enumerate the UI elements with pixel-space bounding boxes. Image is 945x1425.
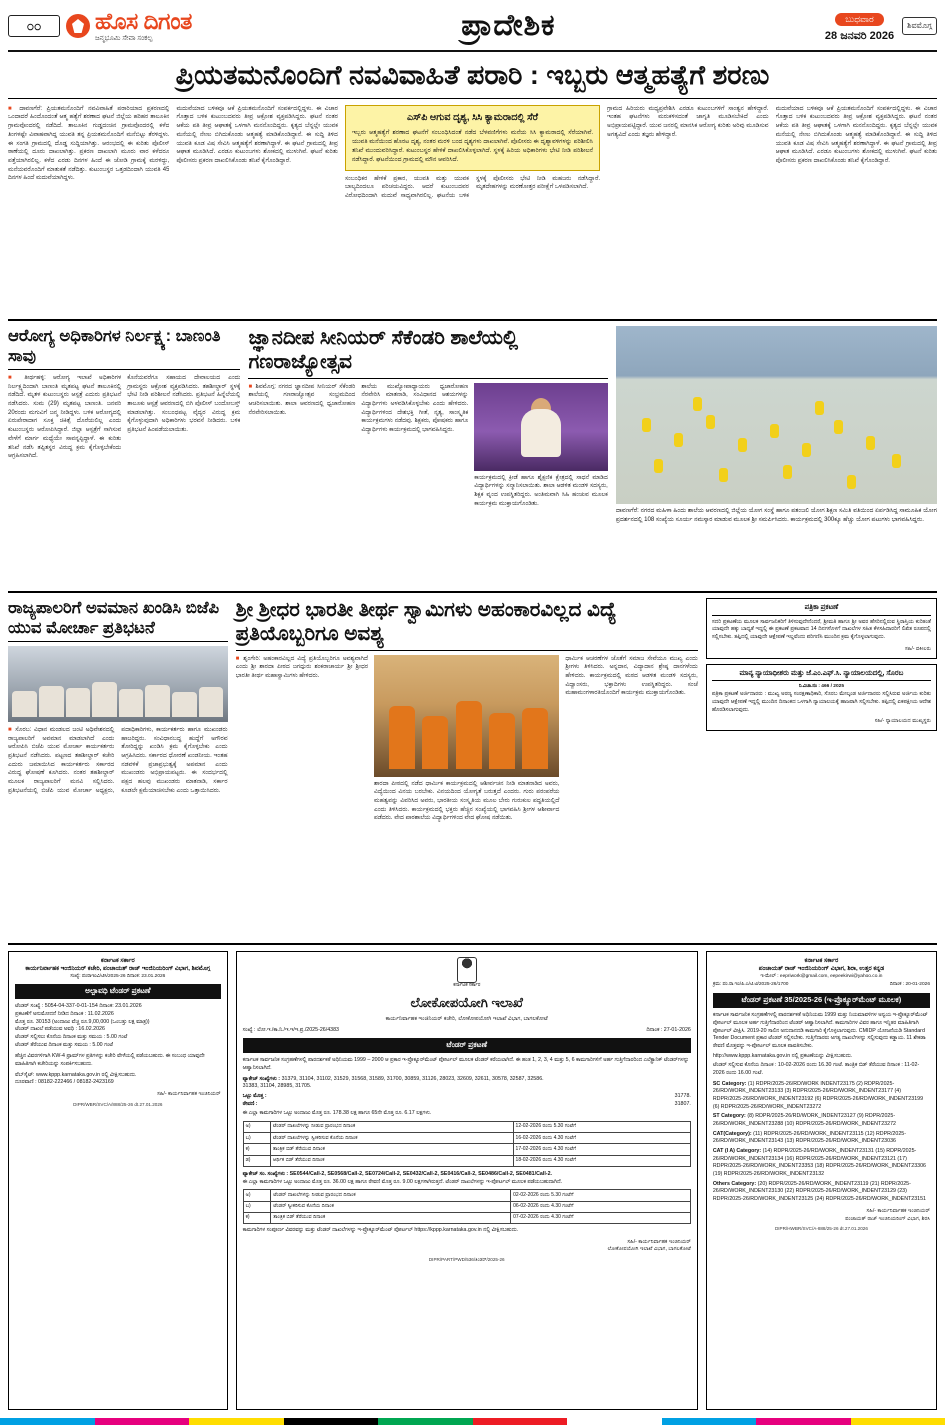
ad-right-dept: ಪಂಚಾಯತ್ ರಾಜ್ ಇಂಜಿನಿಯರಿಂಗ್ ವಿಭಾಗ, ಶಿರಾ, ಉತ್ತರ ಕನ್ನಡ: [758, 966, 885, 973]
ad-right-website[interactable]: http://www.kppp.karnataka.gov.in ನಲ್ಲಿ ಪ್ರಕಟಣೆಯನ್ನು ವೀಕ್ಷಿಸಬಹುದು.: [712, 1052, 853, 1059]
ad-left-line-6: ಟೆಂಡರ್ ತೆರೆಯುವ ದಿನಾಂಕ ಮತ್ತು ಸಮಯ : 5.00 ಗಂಟೆ: [15, 1041, 113, 1048]
edition-label: ಶಿವಮೊಗ್ಗ: [902, 17, 937, 35]
table-row: [243, 1144, 690, 1155]
ad-left-note: ಹೆಚ್ಚಿನ ವಿವರಗಳಿಗಾಗಿ KW-4 ಫ್ರಾಮ್‌ಗಳ ಪ್ರತಿಗಳನ್ನು ಕಚೇರಿ ವೇಳೆಯಲ್ಲಿ ಪಡೆಯಬಹುದು. ಈ ಸಂಬಂಧ ಯಾವುದೇ ಮಾಹಿತಿಗಾಗಿ ಕಚೇರಿಯನ್ನು ಸಂಪರ್ಕಿಸಬಹುದು.: [15, 1053, 205, 1068]
ad-center-emd-label: ಠೇವಣಿ :: [242, 1100, 258, 1107]
table-row: [243, 1133, 690, 1144]
article-school-body-2: ಕಾರ್ಯಕ್ರಮದಲ್ಲಿ ಕ್ರೀಡೆ ಹಾಗೂ ಶೈಕ್ಷಣಿಕ ಕ್ಷೇತ್ರದಲ್ಲಿ ಸಾಧನೆ ಮಾಡಿದ ವಿದ್ಯಾರ್ಥಿಗಳನ್ನು ಸನ್ಮಾನಿಸಲಾಯಿತು. ಶಾಲಾ ಆಡಳಿತ ಮಂಡಳಿ ಸದಸ್ಯರು, ಶಿಕ್ಷಕ ವೃಂದ ಉಪಸ್ಥಿತರಿದ್ದರು. ಅಂತಿಮವಾಗಿ ಸಿಹಿ ಹಂಚುವ ಮೂಲಕ ಕಾರ್ಯಕ್ರಮ ಮುಕ್ತಾಯಗೊಂಡಿತು.: [474, 474, 608, 507]
table-row: [243, 1212, 690, 1223]
ad-center-row2-desc: ಟೆಂಡರ್ ದಾಖಲೆಗಳನ್ನು ಸ್ವೀಕರಿಸುವ ಕೊನೆಯ ದಿನಾಂಕ: [270, 1133, 513, 1144]
ad-prei-sirsi: [706, 951, 937, 1410]
publication-tagline: ಜನ್ಮಭೂಮಿ ಸೇವಾ ಸಂಕಲ್ಪ: [95, 35, 153, 42]
ad-right-ref-left: ಕ್ರಮ: ಪಂ.ರಾ.ಇಂ/ಪಿ.ಎ/ಟಿ.ಟಿ/2025-26/1700: [712, 982, 789, 988]
ad-center-row1-date: 12-02-2026 ರಂದು 5.30 ಗಂಟೆಗೆ: [513, 1121, 690, 1132]
article-swamiji: [236, 598, 698, 945]
ad-left-line-1: ಟೆಂಡರ್ ಸಂಖ್ಯೆ : 5054-04-337-0-01-154 ದಿನಾಂಕ: 23.01.2026: [15, 1003, 142, 1010]
ad-center-row4-date: 18-02-2026 ರಂದು 4.30 ಗಂಟೆಗೆ: [513, 1155, 690, 1166]
ad-center2-row2-desc: ಟೆಂಡರ್ ಸ್ವೀಕರಿಸುವ ಕೊನೆಯ ದಿನಾಂಕ: [271, 1201, 511, 1212]
ad-pwd-bagalkot: [236, 951, 698, 1410]
lead-column-3: ಸಂಬಂಧಿಕರ ಹೇಳಿಕೆ ಪ್ರಕಾರ, ಯುವತಿ ಮತ್ತು ಯುವಕ ಬಾಲ್ಯದಿಂದಲೂ ಪರಿಚಯವಿದ್ದರು. ಆದರೆ ಕುಟುಂಬದವರ ವಿರೋಧದಿಂದಾಗಿ ಮದುವೆ ಸಾಧ್ಯವಾಗಿರಲಿಲ್ಲ. ಘಟನೆಯ ಬಳಿಕ ಸ್ಥಳಕ್ಕೆ ಪೊಲೀಸರು ಭೇಟಿ ನೀಡಿ ಮಹಜರು ನಡೆಸಿದ್ದಾರೆ. ಮೃತದೇಹಗಳನ್ನು ಮರಣೋತ್ತರ ಪರೀಕ್ಷೆಗೆ ಒಳಪಡಿಸಲಾಗಿದೆ.: [344, 175, 601, 199]
flame-logo-icon: [66, 14, 90, 38]
notice-court-case-number: ನಿ.ವಿಚಾ.ನಂ : 466 / 2025: [798, 684, 844, 690]
ad-center-gov-title: ಕರ್ನಾಟಕ ಸರ್ಕಾರ: [453, 982, 481, 988]
notice-press-release: [706, 598, 937, 659]
ad-right-others-label: Others Category:: [712, 1180, 757, 1187]
advertisements-band: [8, 945, 937, 1410]
publication-date: 28 ಜನವರಿ 2026: [824, 30, 895, 43]
ad-right-cat-a-label: CAT (I A) Category:: [712, 1148, 762, 1155]
ad-center2-row3-date: 07-02-2026 ರಂದು 4.30 ಗಂಟೆಗೆ: [511, 1212, 691, 1223]
ad-right-dates: ಟೆಂಡರ್ ಸಲ್ಲಿಸುವ ಕೊನೆಯ ದಿನಾಂಕ : 10-02-2026 ರಂದು 16.30 ಗಂಟೆ. ತಾಂತ್ರಿಕ ಬಿಡ್ ತೆರೆಯುವ ದಿನಾಂಕ : 11-02-2026 ರಂದು 16.00 ಗಂಟೆ.: [712, 1062, 920, 1077]
lead-headline: ಪ್ರಿಯತಮನೊಂದಿಗೆ ನವವಿವಾಹಿತೆ ಪರಾರಿ : ಇಬ್ಬರು ಆತ್ಮಹತ್ಯೆಗೆ ಶರಣು: [8, 52, 937, 99]
ad-right-cat-label: CAT(Category):: [712, 1130, 752, 1137]
ad-right-sc-label: SC Category:: [712, 1080, 747, 1087]
ad-center-schedule-table: [243, 1121, 691, 1167]
article-school-headline: ಜ್ಞಾನದೀಪ ಸೀನಿಯರ್ ಸೆಕೆಂಡರಿ ಶಾಲೆಯಲ್ಲಿ ಗಣರಾಜ್ಯೋತ್ಸವ: [248, 326, 607, 379]
ad-center-row1-desc: ಟೆಂಡರ್ ದಾಖಲೆಗಳನ್ನು ನೀಡುವ ಪ್ರಾರಂಭದ ದಿನಾಂಕ: [270, 1121, 513, 1132]
lead-article: [8, 99, 937, 321]
article-bjp-headline: ರಾಜ್ಯಪಾಲರಿಗೆ ಅವಮಾನ ಖಂಡಿಸಿ ಬಿಜೆಪಿ ಯುವ ಮೋರ್ಚಾ ಪ್ರತಿಭಟನೆ: [8, 598, 228, 642]
ad-center-subdept: ಕಾರ್ಯನಿರ್ವಾಹಕ ಇಂಜಿನಿಯರ್ ಕಚೇರಿ, ಲೋಕೋಪಯೋಗಿ ಇಲಾಖೆ ವಿಭಾಗ, ಬಾಗಲಕೋಟೆ: [385, 1015, 548, 1022]
ad-left-gov-title: ಕರ್ನಾಟಕ ಸರ್ಕಾರ: [100, 957, 135, 964]
notice-court: [706, 664, 937, 732]
ad-center-amount: 31778.: [674, 1092, 691, 1099]
government-emblem-icon: [457, 957, 477, 983]
masthead: [8, 6, 937, 52]
table-row: [243, 1121, 690, 1132]
ad-center2-row1-key: ಅ): [243, 1190, 271, 1201]
legal-notices-column: [706, 598, 937, 945]
article-health-body-1: ■ ತೀರ್ಥಹಳ್ಳಿ: ಆರೋಗ್ಯ ಇಲಾಖೆ ಅಧಿಕಾರಿಗಳ ನಿರ್ಲಕ್ಷ್ಯದಿಂದಾಗಿ ಬಾಣಂತಿ ಮೃತಪಟ್ಟ ಘಟನೆ ತಾಲೂಕಿನಲ್ಲಿ ನಡೆದಿದೆ. ಮೃತಳ ಕುಟುಂಬಸ್ಥರು ಆಸ್ಪತ್ರೆ ಎದುರು ಪ್ರತಿಭಟನೆ ನಡೆಸಿದರು. ಸುಮ (29) ಮೃತಪಟ್ಟ ಬಾಣಂತಿ. ಜನವರಿ 20ರಂದು ಮಗುವಿಗೆ ಜನ್ಮ ನೀಡಿದ್ದಳು. ಬಳಿಕ ಆರೋಗ್ಯದಲ್ಲಿ ಏರುಪೇರಾದಾಗ ಸೂಕ್ತ ಚಿಕಿತ್ಸೆ ದೊರೆಯಲಿಲ್ಲ ಎಂದು ಕುಟುಂಬಸ್ಥರು ಆರೋಪಿಸಿದ್ದಾರೆ. ಜಿಲ್ಲಾ ಆಸ್ಪತ್ರೆಗೆ ಸಾಗಿಸುವ ವೇಳೆಗೆ ಮಾರ್ಗ ಮಧ್ಯೆಯೇ ಸಾವನ್ನಪ್ಪಿದ್ದಾಳೆ. ಈ ಕುರಿತು ತನಿಖೆ ನಡೆಸಿ ತಪ್ಪಿತಸ್ಥರ ವಿರುದ್ಧ ಕ್ರಮ ಕೈಗೊಳ್ಳಬೇಕೆಂದು ಆಗ್ರಹಿಸಲಾಗಿದೆ.: [8, 374, 121, 589]
ad-center-note: ಈ ಎಲ್ಲಾ ಕಾಮಗಾರಿಗಳ ಒಟ್ಟು ಅಂದಾಜು ಮೊತ್ತ ರೂ. 178.38 ಲಕ್ಷ ಹಾಗೂ 65ನೇ ಮೊತ್ತ ರೂ. 6.17 ಲಕ್ಷಗಳು.: [242, 1110, 432, 1117]
ad-right-cat-a-list: (14) RDPR/2025-26/RD/WORK_INDENT23131 (15) RDPR/2025-26/RD/WORK_INDENT23134 (16) RDPR/2025-26/RD/WORK_INDENT23121 (17) RDPR/2025-26/RD/WORK_INDENT23353 (18) RDPR/2025-26/RD/WORK_INDENT23306 (19) RDPR/2025-26/RD/WORK_INDENT23132: [712, 1148, 926, 1178]
article-health-officer: [8, 326, 240, 591]
ad-right-title-band: ಟೆಂಡರ್ ಪ್ರಕಟಣೆ 35/2025-26 (ಇ-ಪ್ರೊಕ್ಯೂರ್‌ಮೆಂಟ್ ಮೂಲಕ): [713, 993, 930, 1008]
ad-left-sign: ಸಹಿ/- ಕಾರ್ಯನಿರ್ವಾಹಕ ಇಂಜಿನಿಯರ್: [157, 1091, 221, 1098]
article-health-headline: ಆರೋಗ್ಯ ಅಧಿಕಾರಿಗಳ ನಿರ್ಲಕ್ಷ್ಯ: ಬಾಣಂತಿ ಸಾವು: [8, 326, 240, 370]
notice-press-release-sign: ಸಹಿ/- ವಕೀಲರು: [905, 645, 931, 652]
ad-prei-shivamogga: [8, 951, 228, 1410]
ad-center-row4-key: ಡ): [243, 1155, 270, 1166]
ad-center-sign: ಸಹಿ/- ಕಾರ್ಯನಿರ್ವಾಹಕ ಇಂಜಿನಿಯರ್: [627, 1238, 691, 1245]
ad-left-line-4: ಟೆಂಡರ್ ದಾಖಲೆ ಪಡೆಯುವ ಅವಧಿ : 16.02.2026: [15, 1026, 105, 1033]
article-swamiji-body: ಶಾರದಾ ಪೀಠದಲ್ಲಿ ನಡೆದ ಧಾರ್ಮಿಕ ಕಾರ್ಯಕ್ರಮದಲ್ಲಿ ಆಶೀರ್ವಚನ ನೀಡಿ ಮಾತನಾಡಿದ ಅವರು, ವಿದ್ಯೆಯಿಂದ ವಿನಯ ಬರಬೇಕು. ವಿನಯದಿಂದ ಯೋಗ್ಯತೆ ಬರುತ್ತದೆ ಎಂದರು. ಗುರು ಪರಂಪರೆಯ ಮಹತ್ವವನ್ನು ವಿವರಿಸಿದ ಅವರು, ಭಾರತೀಯ ಸಂಸ್ಕೃತಿಯ ಮೂಲ ಬೇರು ಗುರುಕುಲ ಪದ್ಧತಿಯಲ್ಲಿದೆ ಎಂದು ತಿಳಿಸಿದರು. ಕಾರ್ಯಕ್ರಮದಲ್ಲಿ ಭಕ್ತರು ಹೆಚ್ಚಿನ ಸಂಖ್ಯೆಯಲ್ಲಿ ಭಾಗವಹಿಸಿ ಶ್ರೀಗಳ ಆಶೀರ್ವಾದ ಪಡೆದರು. ವೇದ ಪಾಠಶಾಲೆಯ ವಿದ್ಯಾರ್ಥಿಗಳಿಂದ ವೇದ ಘೋಷ ನಡೆಯಿತು.: [374, 780, 560, 822]
color-registration-bar: [0, 1418, 945, 1425]
photo-school-function: [474, 383, 608, 471]
article-school-republic-day: [248, 326, 607, 591]
publication-name: ಹೊಸ ದಿಗಂತ: [95, 8, 192, 34]
lead-column-4: ಗ್ರಾಮದ ಹಿರಿಯರು ಮಧ್ಯಪ್ರವೇಶಿಸಿ ಎರಡೂ ಕುಟುಂಬಗಳಿಗೆ ಸಾಂತ್ವನ ಹೇಳಿದ್ದಾರೆ. ಇಂತಹ ಘಟನೆಗಳು ಮರುಕಳಿಸದಂತೆ ಜಾಗೃತಿ ಮೂಡಿಸಬೇಕಿದೆ ಎಂದು ಅಭಿಪ್ರಾಯಪಟ್ಟಿದ್ದಾರೆ. ಯುವ ಜನರಲ್ಲಿ ಮಾನಸಿಕ ಆರೋಗ್ಯ ಕುರಿತು ಅರಿವು ಮೂಡಿಸುವ ಅಗತ್ಯವಿದೆ ಎಂದು ತಜ್ಞರು ಹೇಳಿದ್ದಾರೆ.: [607, 105, 769, 138]
ad-right-body: ಕರ್ನಾಟಕ ಸಾರ್ವಜನಿಕ ಸಂಗ್ರಹಣೆಗಳಲ್ಲಿ ಪಾರದರ್ಶಕತೆ ಅಧಿನಿಯಮ 1999 ಮತ್ತು ನಿಯಮಾವಳಿಗಳ ಅನ್ವಯ ಇ-ಪ್ರೊಕ್ಯೂರ್‌ಮೆಂಟ್ ಪೋರ್ಟಲ್ ಮೂಲಕ ಅರ್ಹ ಗುತ್ತಿಗೆದಾರರಿಂದ ಟೆಂಡರ್ ಆಹ್ವಾನಿಸಲಾಗಿದೆ. ಕಾಮಗಾರಿಗಳ ವಿವರ ಹಾಗೂ ಇನ್ನಿತರ ಮಾಹಿತಿಗಾಗಿ ಪೋರ್ಟಲ್ ವೀಕ್ಷಿಸಿ. 2019-20 ಸಾಲಿನ ಅನುದಾನದಡಿ ಕಾಮಗಾರಿ ಕೈಗೊಳ್ಳಲಾಗುವುದು. CMIDP ಯೋಜನೆಯಡಿ Standard Tender Document ಪ್ರಕಾರ ಟೆಂಡರ್ ಸಲ್ಲಿಸಬೇಕು. ಗುತ್ತಿಗೆದಾರರು ಅಗತ್ಯ ದಾಖಲೆಗಳನ್ನು ಸಲ್ಲಿಸುವುದು ಕಡ್ಡಾಯ. 11 ಶೇಕಡಾ ಠೇವಣಿ ಮೊತ್ತವನ್ನು ಇ-ಪೋರ್ಟಲ್ ಮೂಲಕ ಪಾವತಿಸಬೇಕು.: [712, 1012, 928, 1049]
article-bjp-body: ■ ಸೊರಬ: ವಿಧಾನ ಮಂಡಲದ ಜಂಟಿ ಅಧಿವೇಶನದಲ್ಲಿ ರಾಜ್ಯಪಾಲರಿಗೆ ಅವಮಾನ ಮಾಡಲಾಗಿದೆ ಎಂದು ಆರೋಪಿಸಿ ಬಿಜೆಪಿ ಯುವ ಮೋರ್ಚಾ ಕಾರ್ಯಕರ್ತರು ಪ್ರತಿಭಟನೆ ನಡೆಸಿದರು. ಪಟ್ಟಣದ ತಹಶೀಲ್ದಾರ್ ಕಚೇರಿ ಎದುರು ಜಮಾಯಿಸಿದ ಕಾರ್ಯಕರ್ತರು ಸರ್ಕಾರದ ವಿರುದ್ಧ ಘೋಷಣೆ ಕೂಗಿದರು. ನಂತರ ತಹಶೀಲ್ದಾರ್ ಮೂಲಕ ರಾಜ್ಯಪಾಲರಿಗೆ ಮನವಿ ಸಲ್ಲಿಸಿದರು. ಪ್ರತಿಭಟನೆಯಲ್ಲಿ ಬಿಜೆಪಿ ಯುವ ಮೋರ್ಚಾ ಅಧ್ಯಕ್ಷರು, ಪದಾಧಿಕಾರಿಗಳು, ಕಾರ್ಯಕರ್ತರು ಹಾಗೂ ಮುಖಂಡರು ಹಾಜರಿದ್ದರು. ಸಂವಿಧಾನಬದ್ಧ ಹುದ್ದೆಗೆ ಅಗೌರವ ತೋರಿದ್ದನ್ನು ಖಂಡಿಸಿ ಕ್ರಮ ಕೈಗೊಳ್ಳಬೇಕು ಎಂದು ಆಗ್ರಹಿಸಿದರು. ಸರ್ಕಾರದ ಧೋರಣೆ ಖಂಡನೀಯ. ಇಂತಹ ನಡವಳಿಕೆ ಪ್ರಜಾಪ್ರಭುತ್ವಕ್ಕೆ ಅಪಮಾನ ಎಂದು ಮುಖಂಡರು ಅಭಿಪ್ರಾಯಪಟ್ಟರು. ಈ ಸಂದರ್ಭದಲ್ಲಿ ಪಕ್ಷದ ಹಲವು ಮುಖಂಡರು ಮಾತನಾಡಿ, ಸರ್ಕಾರ ಕೂಡಲೇ ಕ್ಷಮೆಯಾಚಿಸಬೇಕು ಎಂದು ಒತ್ತಾಯಿಸಿದರು.: [8, 722, 228, 945]
lead-column-2: ಮದುವೆಯಾದ ಬಳಿಕವೂ ಆಕೆ ಪ್ರಿಯತಮನೊಂದಿಗೆ ಸಂಪರ್ಕದಲ್ಲಿದ್ದಳು. ಈ ವಿಚಾರ ಗೊತ್ತಾದ ಬಳಿಕ ಕುಟುಂಬದವರು ತೀವ್ರ ಆಕ್ರೋಶ ವ್ಯಕ್ತಪಡಿಸಿದ್ದರು. ಘಟನೆ ನಂತರ ಆಕೆಯ ಪತಿ ತೀವ್ರ ಆಘಾತಕ್ಕೆ ಒಳಗಾಗಿ ಮನನೊಂದಿದ್ದರು. ಕೃತ್ಯದ ಬೆನ್ನಲ್ಲೇ ಯುವಕ ಮನೆಯಲ್ಲಿ ನೇಣು ಬಿಗಿದುಕೊಂಡು ಆತ್ಮಹತ್ಯೆ ಮಾಡಿಕೊಂಡಿದ್ದಾನೆ. ಈ ಸುದ್ದಿ ತಿಳಿದ ಯುವತಿ ಕೂಡ ವಿಷ ಸೇವಿಸಿ ಆತ್ಮಹತ್ಯೆಗೆ ಶರಣಾಗಿದ್ದಾಳೆ. ಈ ಘಟನೆ ಗ್ರಾಮದಲ್ಲಿ ತೀವ್ರ ಆಘಾತ ಮೂಡಿಸಿದೆ. ಎರಡೂ ಕುಟುಂಬಗಳು ಶೋಕದಲ್ಲಿ ಮುಳುಗಿವೆ. ಘಟನೆ ಕುರಿತು ಪೊಲೀಸರು ಪ್ರಕರಣ ದಾಖಲಿಸಿಕೊಂಡು ತನಿಖೆ ಕೈಗೊಂಡಿದ್ದಾರೆ.: [176, 105, 338, 164]
ad-center-footer-note[interactable]: ಕಾಮಗಾರಿಗಳ ಸಂಪೂರ್ಣ ವಿವರವನ್ನು ಮತ್ತು ಟೆಂಡರ್ ದಾಖಲೆಗಳನ್ನು ಇ-ಪ್ರೊಕ್ಯೂರ್‌ಮೆಂಟ್ ಪೋರ್ಟಲ್ https://kppp.karnataka.gov.in ನಲ್ಲಿ ವೀಕ್ಷಿಸಬಹುದು.: [242, 1227, 519, 1233]
ad-center-package-values-2: 31383, 31104, 28985, 31705.: [242, 1083, 312, 1090]
section-title: ಪ್ರಾದೇಶಿಕ: [461, 9, 556, 42]
ad-center-ref-right: ದಿನಾಂಕ : 27-01-2026: [646, 1026, 691, 1033]
ad-left-phone: ದೂರವಾಣಿ : 08182-222466 / 08182-2423169: [15, 1079, 114, 1086]
table-row: [243, 1190, 690, 1201]
lead-highlight-column: [345, 105, 600, 314]
ad-right-sign: ಸಹಿ/- ಕಾರ್ಯನಿರ್ವಾಹಕ ಇಂಜಿನಿಯರ್: [866, 1207, 930, 1214]
publication-logo: [66, 10, 192, 42]
photo-yoga-event: [616, 326, 937, 504]
ad-right-email[interactable]: ಇ-ಮೇಲ್ : eepriwork@gmail.com, eepeekirwi@yahoo.co.in: [760, 973, 883, 979]
ad-left-line-5: ಟೆಂಡರ್ ಸಲ್ಲಿಸಲು ಕೊನೆಯ ದಿನಾಂಕ ಮತ್ತು ಸಮಯ : 5.00 ಗಂಟೆ: [15, 1034, 128, 1041]
ad-right-st-list: (8) RDPR/2025-26/RD/WORK_INDENT23127 (9) RDPR/2025-26/RD/WORK_INDENT23288 (10) RDPR/2025-26/RD/WORK_INDENT23272: [712, 1113, 896, 1128]
notice-court-sign: ಸಹಿ/- ನ್ಯಾಯಾಲಯದ ಮುಖ್ಯಸ್ಥರು: [874, 718, 931, 725]
ad-center-sign-2: ಲೋಕೋಪಯೋಗಿ ಇಲಾಖೆ ವಿಭಾಗ, ಬಾಗಲಕೋಟೆ: [607, 1246, 691, 1253]
ad-center-package2-label: ಪ್ಯಾಕೇಜ್ ಸಂ. ಸಂಖ್ಯೆಗಳು : SE0544/Call-2, SE0568/Call-2, SE0724/Call-2, SE0432/Call-2, SE0416/Call-2, SE0486/Call-2, SE0481/Call-2.: [242, 1170, 552, 1177]
ad-right-st-label: ST Category:: [712, 1113, 746, 1120]
ad-center-row3-key: ಕ): [243, 1144, 270, 1155]
lead-column-1: ■ ದಾವಣಗೆರೆ: ಪ್ರಿಯತಮನೊಂದಿಗೆ ನವವಿವಾಹಿತೆ ಪರಾರಿಯಾದ ಪ್ರಕರಣದಲ್ಲಿ ಒಂದಾದರೆ ಹಿಂದೊಂದಂತೆ ಆತ್ಮ ಹತ್ಯೆಗೆ ಶರಣಾದ ಘಟನೆ ಜಿಲ್ಲೆಯ ಹರಿಹರ ತಾಲೂಕಿನ ಗ್ರಾಮವೊಂದರಲ್ಲಿ ನಡೆದಿದೆ. ತಾಲೂಕಿನ ಗುಡ್ಡದಂಚಿನ ಗ್ರಾಮವೊಂದರಲ್ಲಿ ಕಳೆದ ತಿಂಗಳಷ್ಟೇ ವಿವಾಹವಾಗಿದ್ದ ಯುವತಿ ತನ್ನ ಪ್ರಿಯತಮನೊಂದಿಗೆ ಮನೆಬಿಟ್ಟು ತೆರಳಿದ್ದಳು. ಈ ಸಂಗತಿ ಗ್ರಾಮದಲ್ಲಿ ದೊಡ್ಡ ಸುದ್ದಿಯಾಗಿತ್ತು. ಆರಂಭದಲ್ಲಿ ಈ ಕುರಿತು ಪೊಲೀಸ್ ಠಾಣೆಯಲ್ಲಿ ದೂರು ದಾಖಲಾಗಿತ್ತು. ಪ್ರಕರಣ ದಾಖಲಾಗಿ ಮೂರು ವಾರ ಕಳೆದರೂ ಪತ್ತೆಯಾಗಿರಲಿಲ್ಲ. ಕಳೆದ ಎರಡು ದಿನಗಳ ಹಿಂದೆ ಈ ಜೋಡಿ ಗ್ರಾಮಕ್ಕೆ ಮರಳಿದ್ದು, ಮನೆಯವರೊಂದಿಗೆ ಮಾತುಕತೆ ನಡೆದಿತ್ತು. ಕುಟುಂಬಸ್ಥರ ಒತ್ತಡದಿಂದಾಗಿ ಯುವತಿ 45 ದಿನಗಳ ಹಿಂದೆ ಮದುವೆಯಾಗಿದ್ದಳು.: [8, 105, 169, 314]
ad-center2-row3-desc: ತಾಂತ್ರಿಕ ಬಿಡ್ ತೆರೆಯುವ ದಿನಾಂಕ: [271, 1212, 511, 1223]
ad-left-website[interactable]: ವೆಬ್‌ಸೈಟ್: www.kppp.karnataka.gov.in ರಲ್ಲಿ ವೀಕ್ಷಿಸಬಹುದು.: [15, 1071, 137, 1078]
photo-story-yoga: [616, 326, 937, 591]
ad-left-title-band: ಅಲ್ಪಾವಧಿ ಟೆಂಡರ್ ಪ್ರಕಟಣೆ: [15, 984, 221, 999]
masthead-date-area: [825, 8, 937, 44]
highlight-box-body: ಇಬ್ಬರು ಆತ್ಮಹತ್ಯೆಗೆ ಶರಣಾದ ಘಟನೆಗೆ ಸಂಬಂಧಿಸಿದಂತೆ ನಡೆದ ಬೆಳವಣಿಗೆಗಳು ಮನೆಯ ಸಿಸಿ ಕ್ಯಾಮರಾದಲ್ಲಿ ಸೆರೆಯಾಗಿವೆ. ಯುವತಿ ಮನೆಯಿಂದ ಹೊರಟ ದೃಶ್ಯ, ನಂತರ ಮರಳಿ ಬಂದ ದೃಶ್ಯಗಳು ದಾಖಲಾಗಿವೆ. ಪೊಲೀಸರು ಈ ದೃಶ್ಯಾವಳಿಗಳನ್ನು ಪರಿಶೀಲಿಸಿ ತನಿಖೆ ಮುಂದುವರಿಸಿದ್ದಾರೆ. ಕುಟುಂಬಸ್ಥರ ಹೇಳಿಕೆ ದಾಖಲಿಸಿಕೊಳ್ಳಲಾಗಿದೆ. ಸ್ಥಳಕ್ಕೆ ಹಿರಿಯ ಅಧಿಕಾರಿಗಳು ಭೇಟಿ ನೀಡಿ ಪರಿಶೀಲನೆ ನಡೆಸಿದ್ದಾರೆ. ಘಟನೆಯಿಂದ ಗ್ರಾಮದಲ್ಲಿ ಮೌನ ಆವರಿಸಿದೆ.: [351, 129, 594, 164]
notice-press-release-body: ಸದರಿ ಪ್ರಕಟಣೆಯ ಮೂಲಕ ಸಾರ್ವಜನಿಕರಿಗೆ ತಿಳಿಸುವುದೇನೆಂದರೆ, ಶ್ರೀಮತಿ ಹಾಗೂ ಶ್ರೀ ಅವರ ಹೆಸರಿನಲ್ಲಿರುವ ಸ್ಥಿರಾಸ್ತಿಯ ಕುರಿತಂತೆ ಯಾವುದೇ ಹಕ್ಕು ಬಾಧ್ಯತೆ ಇದ್ದಲ್ಲಿ ಈ ಪ್ರಕಟಣೆ ಪ್ರಕಟವಾದ 14 ದಿನಗಳೊಳಗೆ ದಾಖಲೆಗಳ ಸಹಿತ ಕೆಳಸಹಿದಾರರಿಗೆ ಲಿಖಿತ ರೂಪದಲ್ಲಿ ಸಲ್ಲಿಸಬೇಕು. ತಪ್ಪಿದಲ್ಲಿ ಯಾವುದೇ ಆಕ್ಷೇಪಣೆ ಇಲ್ಲವೆಂದು ಪರಿಗಣಿಸಿ ಮುಂದಿನ ಕ್ರಮ ಕೈಗೊಳ್ಳಲಾಗುವುದು.: [711, 618, 931, 641]
ad-center-row4-desc: ಆರ್ಥಿಕ ಬಿಡ್ ತೆರೆಯುವ ದಿನಾಂಕ: [270, 1155, 513, 1166]
table-row: [243, 1201, 690, 1212]
page-number: ೦೦: [8, 15, 60, 37]
ad-center2-row2-key: ಬ): [243, 1201, 271, 1212]
ad-center-footer: DIPR/PART/PWD/536/ತಿಂಡರ್/2025-26: [428, 1257, 505, 1263]
ad-center-dept: ಲೋಕೋಪಯೋಗಿ ಇಲಾಖೆ: [410, 994, 523, 1010]
photo-yoga-caption: ದಾವಣಗೆರೆ: ನಗರದ ಮಹಿಳಾ ಹಿಂದು ಶಾಲೆಯ ಆವರಣದಲ್ಲಿ ಜಿಲ್ಲೆಯ ಯೋಗ ಸಂಸ್ಥೆ ಹಾಗೂ ಪತಂಜಲಿ ಯೋಗ ಶಿಕ್ಷಣ ಸಮಿತಿ ವತಿಯಿಂದ ಏರ್ಪಡಿಸಿದ್ದ ಸಾಮೂಹಿಕ ಯೋಗ ಪ್ರದರ್ಶನದಲ್ಲಿ 108 ಸಂಖ್ಯೆಯ ಸೂರ್ಯ ನಮಸ್ಕಾರ ಮಾಡುವ ಮೂಲಕ ಶ್ರೀ ಸಮರ್ಪಿಸಿದರು. ಕಾರ್ಯಕ್ರಮದಲ್ಲಿ 300ಕ್ಕೂ ಹೆಚ್ಚು ಯೋಗ ಪಟುಗಳು ಭಾಗವಹಿಸಿದ್ದರು.: [615, 506, 937, 523]
ad-center2-row2-date: 06-02-2026 ರಂದು 4.30 ಗಂಟೆಗೆ: [511, 1201, 691, 1212]
ad-left-dept: ಕಾರ್ಯನಿರ್ವಾಹಕ ಇಂಜಿನಿಯರ್ ಕಚೇರಿ, ಪಂಚಾಯತ್ ರಾಜ್ ಇಂಜಿನಿಯರಿಂಗ್ ವಿಭಾಗ, ಶಿವಮೊಗ್ಗ: [25, 966, 211, 973]
ad-center-row1-key: ಅ): [243, 1121, 270, 1132]
ad-right-others-list: (20) RDPR/2025-26/RD/WORK_INDENT23119 (21) RDPR/2025-26/RD/WORK_INDENT23130 (22) RDPR/2025-26/RD/WORK_INDENT23129 (23) RDPR/2025-26/RD/WORK_INDENT23125 (24) RDPR/2025-26/RD/WORK_INDENT23151: [712, 1180, 926, 1203]
article-bjp-protest: [8, 598, 228, 945]
notice-court-body: ಪತ್ರಿಕಾ ಪ್ರಕಟಣೆ ಅರ್ಜಿದಾರರು : ಮುಖ್ಯ ಅರಣ್ಯ ಸಂರಕ್ಷಣಾಧಿಕಾರಿ, ಸೊರಬ ಮೇಲ್ಕಂಡ ಅರ್ಜಿದಾರರು ಸಲ್ಲಿಸಿರುವ ಅರ್ಜಿಯ ಕುರಿತು ಯಾವುದೇ ಆಕ್ಷೇಪಣೆ ಇದ್ದಲ್ಲಿ ಮುಂದಿನ ದಿನಾಂಕದ ಒಳಗಾಗಿ ನ್ಯಾಯಾಲಯಕ್ಕೆ ಹಾಜರಾಗಿ ಸಲ್ಲಿಸಬೇಕು. ತಪ್ಪಿದಲ್ಲಿ ಏಕಪಕ್ಷೀಯ ಆದೇಶ ಹೊರಡಿಸಲಾಗುವುದು.: [711, 691, 931, 713]
day-badge: ಬುಧವಾರ: [835, 13, 884, 26]
article-school-body: ಶಾಲೆಯ ಮುಖ್ಯೋಪಾಧ್ಯಾಯರು ಧ್ವಜಾರೋಹಣ ನೆರವೇರಿಸಿ ಮಾತನಾಡಿ, ಸಂವಿಧಾನದ ಆಶಯಗಳನ್ನು ವಿದ್ಯಾರ್ಥಿಗಳು ಅಳವಡಿಸಿಕೊಳ್ಳಬೇಕು ಎಂದು ಹೇಳಿದರು. ವಿದ್ಯಾರ್ಥಿಗಳಿಂದ ದೇಶಭಕ್ತಿ ಗೀತೆ, ನೃತ್ಯ, ಸಾಂಸ್ಕೃತಿಕ ಕಾರ್ಯಕ್ರಮಗಳು ನಡೆದವು. ಶಿಕ್ಷಕರು, ಪೋಷಕರು ಹಾಗೂ ವಿದ್ಯಾರ್ಥಿಗಳು ಕಾರ್ಯಕ್ರಮದಲ್ಲಿ ಭಾಗವಹಿಸಿದ್ದರು.: [361, 383, 469, 433]
highlight-box: [345, 105, 600, 171]
ad-center2-row3-key: ಕ): [243, 1212, 271, 1223]
ad-center-title-band: ಟೆಂಡರ್ ಪ್ರಕಟಣೆ: [243, 1038, 691, 1053]
article-swamiji-body-2: ಧಾರ್ಮಿಕ ಆಚರಣೆಗಳ ಜೊತೆಗೆ ಸಮಾಜ ಸೇವೆಯೂ ಮುಖ್ಯ ಎಂದು ಶ್ರೀಗಳು ತಿಳಿಸಿದರು. ಅನ್ನದಾನ, ವಿದ್ಯಾದಾನ ಶ್ರೇಷ್ಠ ದಾನಗಳೆಂದು ಹೇಳಿದರು. ಕಾರ್ಯಕ್ರಮದಲ್ಲಿ ಮಠದ ಆಡಳಿತ ಮಂಡಳಿ ಸದಸ್ಯರು, ವಿದ್ವಾಂಸರು, ಭಕ್ತಾದಿಗಳು ಉಪಸ್ಥಿತರಿದ್ದರು. ಸಂಜೆ ಮಹಾಮಂಗಳಾರತಿಯೊಂದಿಗೆ ಕಾರ್ಯಕ್ರಮ ಮುಕ್ತಾಯಗೊಂಡಿತು.: [565, 655, 698, 697]
ad-center-body: ಕರ್ನಾಟಕ ಸಾರ್ವಜನಿಕ ಸಂಗ್ರಹಣೆಗಳಲ್ಲಿ ಪಾರದರ್ಶಕತೆ ಅಧಿನಿಯಮ 1999 – 2000 ಆ ಪ್ರಕಾರ ಇ-ಪ್ರೊಕ್ಯೂರ್‌ಮೆಂಟ್ ಪೋರ್ಟಲ್ ಮೂಲಕ ಟೆಂಡರ್ ಕರೆಯಲಾಗಿದೆ. ಈ ಹಂತ 1, 2, 3, 4 ಮತ್ತು 5, 6 ಕಾಮಗಾರಿಗಳಿಗೆ ಅರ್ಹ ಗುತ್ತಿಗೆದಾರರಿಂದ ಎಲೆಕ್ಟ್ರಾನಿಕ್ ಟೆಂಡರ್‌ಗಳನ್ನು ಆಹ್ವಾನಿಸಲಾಗಿದೆ.: [242, 1057, 689, 1071]
notice-press-release-title: ಪತ್ರಿಕಾ ಪ್ರಕಟಣೆ: [712, 603, 931, 616]
ad-center-row3-date: 17-02-2026 ರಂದು 4.30 ಗಂಟೆಗೆ: [513, 1144, 690, 1155]
ad-center-note-2: ಈ ಎಲ್ಲಾ ಕಾಮಗಾರಿಗಳ ಒಟ್ಟು ಅಂದಾಜು ಮೊತ್ತ ರೂ. 36.00 ಲಕ್ಷ ಹಾಗೂ ಠೇವಣಿ ಮೊತ್ತ ರೂ. 9.00 ಲಕ್ಷಗಳಾಗಿರುತ್ತದೆ. ಟೆಂಡರ್ ದಾಖಲೆಗಳನ್ನು ಇ-ಪೋರ್ಟಲ್ ಮೂಲಕ ಪಡೆಯಬಹುದಾಗಿದೆ.: [242, 1178, 563, 1185]
ad-center-package-label: ಪ್ಯಾಕೇಜ್ ಸಂಖ್ಯೆಗಳು :: [242, 1075, 281, 1082]
ad-right-sc-list: (1) RDPR/2025-26/RD/WORK INDENT23175 (2) RDPR/2025-26/RD/WORK_INDENT23133 (3) RDPR/2025-26/RD/WORK_INDENT23177 (4) RDPR/2025-26/RD/WORK_INDENT23192 (6) RDPR/2025-26/RD/WORK_INDENT23199 (6) RDPR/2025-26/RD/WORK_INDENT23272: [712, 1080, 924, 1110]
ad-center-ref-left: ಸಂಖ್ಯೆ : ಲೋ.ಇ./ಕಾ.ನಿ./ಇ.ಇ/ಇ.ಪ್ರ./2025-26/4383: [242, 1026, 339, 1033]
ad-left-footer: DIPR/WBR/SVC/A/888/25-26 dt.27.01.2026: [73, 1101, 163, 1107]
ad-left-line-2: ಪ್ರಕಟಣೆಗೆ ಅನುಮೋದನೆ ನೀಡಿದ ದಿನಾಂಕ : 11.02.2026: [15, 1011, 114, 1018]
ad-center-row2-date: 16-02-2026 ರಂದು 4.30 ಗಂಟೆಗೆ: [513, 1133, 690, 1144]
ad-center-row3-desc: ತಾಂತ್ರಿಕ ಬಿಡ್ ತೆರೆಯುವ ದಿನಾಂಕ: [270, 1144, 513, 1155]
ad-right-ref-right: ದಿನಾಂಕ : 20-01-2026: [889, 982, 930, 988]
second-band: [8, 321, 937, 593]
ad-left-ref: ಸಂಖ್ಯೆ: ಪಂರಾಇಂವಿ/ಟಿಸಿ/2025-26 ದಿನಾಂಕ: 23.01.2026: [70, 973, 166, 979]
ad-right-gov-title: ಕರ್ನಾಟಕ ಸರ್ಕಾರ: [804, 957, 839, 964]
photo-yoga-figures: [616, 326, 937, 504]
ad-center2-row1-desc: ಟೆಂಡರ್ ದಾಖಲೆಗಳನ್ನು ನೀಡುವ ಪ್ರಾರಂಭದ ದಿನಾಂಕ: [271, 1190, 511, 1201]
table-row: [243, 1155, 690, 1166]
ad-center-amount-label: ಒಟ್ಟು ಮೊತ್ತ :: [242, 1092, 267, 1099]
ad-center-schedule-table-2: [243, 1189, 691, 1224]
photo-bjp-protest: [8, 646, 228, 722]
article-swamiji-lede: ■ ಶೃಂಗೇರಿ: ಅಹಂಕಾರವಿಲ್ಲದ ವಿದ್ಯೆ ಪ್ರತಿಯೊಬ್ಬರಿಗೂ ಅವಶ್ಯವಾಗಿದೆ ಎಂದು ಶ್ರೀ ಶಾರದಾ ಪೀಠದ ಜಗದ್ಗುರು ಶಂಕರಾಚಾರ್ಯ ಶ್ರೀ ಶ್ರೀಧರ ಭಾರತೀ ತೀರ್ಥ ಮಹಾಸ್ವಾಮಿಗಳು ಹೇಳಿದರು.: [236, 655, 368, 945]
notice-court-title: ಮಾನ್ಯ ನ್ಯಾಯಾಧೀಶರು ಮತ್ತು ಜೆ.ಎಂ.ಎಫ್.ಸಿ. ನ್ಯಾಯಾಲಯದಲ್ಲಿ, ಸೊರಬ: [712, 669, 931, 682]
third-band: [8, 593, 937, 945]
ad-center2-row1-date: 02-02-2026 ರಂದು 5.30 ಗಂಟೆಗೆ: [511, 1190, 691, 1201]
lead-column-5: ಮದುವೆಯಾದ ಬಳಿಕವೂ ಆಕೆ ಪ್ರಿಯತಮನೊಂದಿಗೆ ಸಂಪರ್ಕದಲ್ಲಿದ್ದಳು. ಈ ವಿಚಾರ ಗೊತ್ತಾದ ಬಳಿಕ ಕುಟುಂಬದವರು ತೀವ್ರ ಆಕ್ರೋಶ ವ್ಯಕ್ತಪಡಿಸಿದ್ದರು. ಘಟನೆ ನಂತರ ಆಕೆಯ ಪತಿ ತೀವ್ರ ಆಘಾತಕ್ಕೆ ಒಳಗಾಗಿ ಮನನೊಂದಿದ್ದರು. ಕೃತ್ಯದ ಬೆನ್ನಲ್ಲೇ ಯುವಕ ಮನೆಯಲ್ಲಿ ನೇಣು ಬಿಗಿದುಕೊಂಡು ಆತ್ಮಹತ್ಯೆ ಮಾಡಿಕೊಂಡಿದ್ದಾನೆ. ಈ ಸುದ್ದಿ ತಿಳಿದ ಯುವತಿ ಕೂಡ ವಿಷ ಸೇವಿಸಿ ಆತ್ಮಹತ್ಯೆಗೆ ಶರಣಾಗಿದ್ದಾಳೆ. ಈ ಘಟನೆ ಗ್ರಾಮದಲ್ಲಿ ತೀವ್ರ ಆಘಾತ ಮೂಡಿಸಿದೆ. ಎರಡೂ ಕುಟುಂಬಗಳು ಶೋಕದಲ್ಲಿ ಮುಳುಗಿವೆ. ಘಟನೆ ಕುರಿತು ಪೊಲೀಸರು ಪ್ರಕರಣ ದಾಖಲಿಸಿಕೊಂಡು ತನಿಖೆ ಕೈಗೊಂಡಿದ್ದಾರೆ.: [775, 105, 937, 164]
ad-center-package-values: 31379, 31104, 31102, 31529, 31568, 31589, 31700, 30859, 31126, 28023, 32609, 32611, 30578, 32587, 32586.: [281, 1075, 544, 1082]
ad-left-line-3: ಮೊತ್ತ ರೂ. 30153 (ಅಂದಾಜು ವೆಚ್ಚ ರೂ.9,00,000 (ಒಂಬತ್ತು ಲಕ್ಷ ಮಾತ್ರ)): [15, 1018, 150, 1025]
photo-swamiji-event: [374, 655, 559, 777]
article-swamiji-headline: ಶ್ರೀ ಶ್ರೀಧರ ಭಾರತೀ ತೀರ್ಥ ಸ್ವಾಮಿಗಳು ಅಹಂಕಾರವಿಲ್ಲದ ವಿದ್ಯೆ ಪ್ರತಿಯೊಬ್ಬರಿಗೂ ಅವಶ್ಯ: [236, 598, 698, 651]
article-school-lede: ■ ಶಿವಮೊಗ್ಗ: ನಗರದ ಜ್ಞಾನದೀಪ ಸೀನಿಯರ್ ಸೆಕೆಂಡರಿ ಶಾಲೆಯಲ್ಲಿ ಗಣರಾಜ್ಯೋತ್ಸವ ಸಂಭ್ರಮದಿಂದ ಆಚರಿಸಲಾಯಿತು. ಶಾಲಾ ಆವರಣದಲ್ಲಿ ಧ್ವಜಾರೋಹಣ ನೆರವೇರಿಸಲಾಯಿತು.: [248, 383, 355, 583]
ad-center-row2-key: ಬ): [243, 1133, 270, 1144]
highlight-box-title: ಎಸ್‌ಪಿ ಆಗುವ ದೃಶ್ಯ, ಸಿಸಿ ಕ್ಯಾಮರಾದಲ್ಲಿ ಸೆರೆ: [406, 111, 539, 123]
ad-right-footer: DIPR/HWBR/SVC/A-888/25-26 dt.27.01.2026: [774, 1226, 868, 1232]
ad-right-cat-list: (11) RDPR/2025-26/RD/WORK_INDENT23115 (12) RDPR/2025-26/RD/WORK_INDENT23143 (13) RDPR/2025-26/RD/WORK_INDENT23036: [712, 1130, 906, 1145]
article-health-body-2: ಕೊನೆಯವರೆಗೂ ಸಹಾಯದ ದೇವಾಲಯದ ಎಂದು ಗ್ರಾಮಸ್ಥರು ಆಕ್ರೋಶ ವ್ಯಕ್ತಪಡಿಸಿದರು. ತಹಶೀಲ್ದಾರ್ ಸ್ಥಳಕ್ಕೆ ಭೇಟಿ ನೀಡಿ ಪರಿಶೀಲನೆ ನಡೆಸಿದರು. ಪ್ರತಿಭಟನೆ ಹಿನ್ನೆಲೆಯಲ್ಲಿ ತಾಲೂಕು ಆಸ್ಪತ್ರೆ ಆವರಣದಲ್ಲಿ ಬಿಗಿ ಪೊಲೀಸ್ ಬಂದೋಬಸ್ತ್ ಮಾಡಲಾಗಿತ್ತು. ಸಂಬಂಧಪಟ್ಟ ವೈದ್ಯರ ವಿರುದ್ಧ ಕ್ರಮ ಕೈಗೊಳ್ಳುವುದಾಗಿ ಅಧಿಕಾರಿಗಳು ಭರವಸೆ ನೀಡಿದರು. ಬಳಿಕ ಪ್ರತಿಭಟನೆ ಹಿಂಪಡೆಯಲಾಯಿತು.: [127, 375, 241, 434]
ad-right-sign-2: ಪಂಚಾಯತ್ ರಾಜ್ ಇಂಜಿನಿಯರಿಂಗ್ ವಿಭಾಗ, ಶಿರಸಿ: [845, 1215, 930, 1222]
ad-center-emd: 31807.: [674, 1100, 691, 1107]
